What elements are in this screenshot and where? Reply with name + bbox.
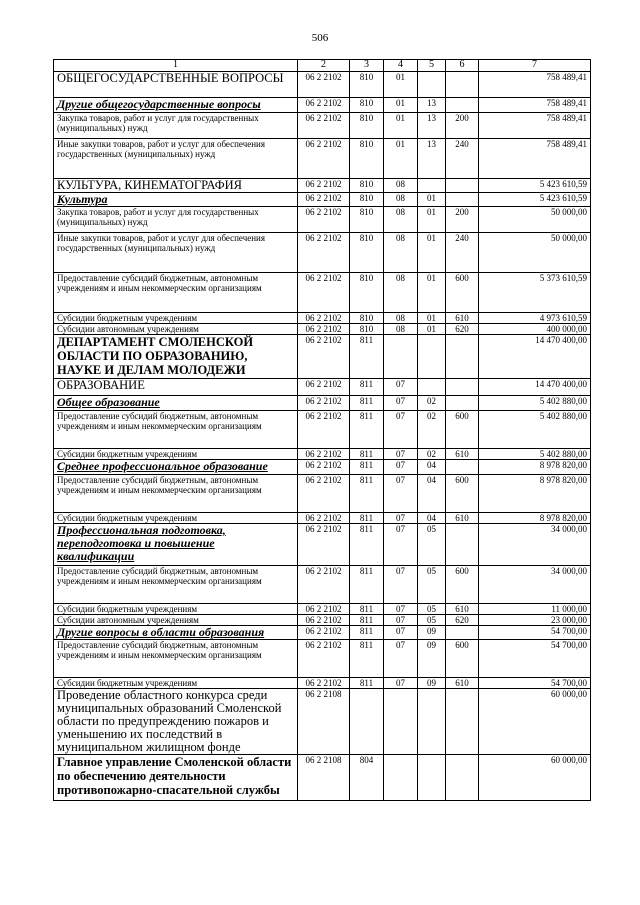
row-subsection-cell: 01 bbox=[418, 313, 446, 324]
row-subsection-cell: 04 bbox=[418, 460, 446, 475]
header-col-2: 2 bbox=[298, 60, 350, 72]
row-subsection-cell: 09 bbox=[418, 640, 446, 678]
row-name-cell: Субсидии бюджетным учреждениям bbox=[54, 604, 298, 615]
row-ministry-cell: 810 bbox=[350, 207, 384, 233]
row-ministry-cell: 811 bbox=[350, 524, 384, 566]
row-amount-cell: 54 700,00 bbox=[479, 626, 591, 640]
row-section-cell bbox=[384, 689, 418, 755]
row-ministry-cell: 810 bbox=[350, 273, 384, 313]
row-code-cell: 06 2 2102 bbox=[298, 604, 350, 615]
row-name-cell: ОБЩЕГОСУДАРСТВЕННЫЕ ВОПРОСЫ bbox=[54, 72, 298, 98]
header-col-4: 4 bbox=[384, 60, 418, 72]
row-amount-cell: 5 402 880,00 bbox=[479, 449, 591, 460]
row-name-cell: Профессиональная подготовка, переподготовка и повышение квалификации bbox=[54, 524, 298, 566]
table-row bbox=[54, 313, 591, 324]
row-section-cell: 08 bbox=[384, 233, 418, 273]
row-ministry-cell: 811 bbox=[350, 678, 384, 689]
row-section-cell: 07 bbox=[384, 396, 418, 411]
row-section-cell: 07 bbox=[384, 460, 418, 475]
row-section-cell bbox=[384, 335, 418, 379]
row-ministry-cell: 811 bbox=[350, 449, 384, 460]
row-code-cell: 06 2 2102 bbox=[298, 626, 350, 640]
row-section-cell: 08 bbox=[384, 273, 418, 313]
row-amount-cell: 5 373 610,59 bbox=[479, 273, 591, 313]
row-name-cell: Общее образование bbox=[54, 396, 298, 411]
row-type-cell: 200 bbox=[446, 207, 479, 233]
row-section-cell: 01 bbox=[384, 72, 418, 98]
row-type-cell bbox=[446, 396, 479, 411]
row-name-cell: Закупка товаров, работ и услуг для государственных (муниципальных) нужд bbox=[54, 207, 298, 233]
row-name-cell: Иные закупки товаров, работ и услуг для обеспечения государственных (муниципальных) нужд bbox=[54, 233, 298, 273]
row-name-cell: Закупка товаров, работ и услуг для государственных (муниципальных) нужд bbox=[54, 113, 298, 139]
row-amount-cell: 11 000,00 bbox=[479, 604, 591, 615]
row-name-cell: Субсидии бюджетным учреждениям bbox=[54, 449, 298, 460]
row-section-cell: 01 bbox=[384, 139, 418, 179]
header-col-3: 3 bbox=[350, 60, 384, 72]
row-type-cell bbox=[446, 72, 479, 98]
row-ministry-cell: 811 bbox=[350, 475, 384, 513]
row-ministry-cell: 811 bbox=[350, 566, 384, 604]
row-name-cell: Субсидии бюджетным учреждениям bbox=[54, 678, 298, 689]
row-section-cell: 07 bbox=[384, 475, 418, 513]
header-col-7: 7 bbox=[479, 60, 591, 72]
row-name-cell: Главное управление Смоленской области по обеспечению деятельности противопожарно-спасательной службы bbox=[54, 755, 298, 801]
row-name-cell: КУЛЬТУРА, КИНЕМАТОГРАФИЯ bbox=[54, 179, 298, 193]
row-section-cell: 01 bbox=[384, 113, 418, 139]
table-row bbox=[54, 324, 591, 335]
row-section-cell: 07 bbox=[384, 615, 418, 626]
row-code-cell: 06 2 2102 bbox=[298, 335, 350, 379]
table-row bbox=[54, 524, 591, 566]
row-code-cell: 06 2 2102 bbox=[298, 207, 350, 233]
table-row bbox=[54, 139, 591, 179]
row-section-cell: 07 bbox=[384, 411, 418, 449]
row-name-cell: Субсидии бюджетным учреждениям bbox=[54, 513, 298, 524]
row-amount-cell: 54 700,00 bbox=[479, 640, 591, 678]
header-col-6: 6 bbox=[446, 60, 479, 72]
row-code-cell: 06 2 2102 bbox=[298, 411, 350, 449]
row-amount-cell: 758 489,41 bbox=[479, 139, 591, 179]
table-row bbox=[54, 113, 591, 139]
row-code-cell: 06 2 2102 bbox=[298, 475, 350, 513]
row-amount-cell: 8 978 820,00 bbox=[479, 475, 591, 513]
table-row bbox=[54, 449, 591, 460]
table-row bbox=[54, 273, 591, 313]
row-ministry-cell: 810 bbox=[350, 324, 384, 335]
row-section-cell: 08 bbox=[384, 193, 418, 207]
row-subsection-cell bbox=[418, 179, 446, 193]
row-subsection-cell: 05 bbox=[418, 604, 446, 615]
row-subsection-cell: 13 bbox=[418, 98, 446, 113]
row-type-cell: 610 bbox=[446, 449, 479, 460]
row-type-cell: 200 bbox=[446, 113, 479, 139]
header-col-5: 5 bbox=[418, 60, 446, 72]
row-subsection-cell: 04 bbox=[418, 513, 446, 524]
row-ministry-cell: 810 bbox=[350, 233, 384, 273]
row-name-cell: ДЕПАРТАМЕНТ СМОЛЕНСКОЙ ОБЛАСТИ ПО ОБРАЗОВАНИЮ, НАУКЕ И ДЕЛАМ МОЛОДЕЖИ bbox=[54, 335, 298, 379]
row-section-cell: 07 bbox=[384, 379, 418, 396]
row-section-cell: 07 bbox=[384, 604, 418, 615]
table-row bbox=[54, 72, 591, 98]
row-ministry-cell: 811 bbox=[350, 411, 384, 449]
row-type-cell: 600 bbox=[446, 640, 479, 678]
row-name-cell: ОБРАЗОВАНИЕ bbox=[54, 379, 298, 396]
row-code-cell: 06 2 2102 bbox=[298, 615, 350, 626]
row-type-cell bbox=[446, 98, 479, 113]
row-type-cell: 610 bbox=[446, 513, 479, 524]
row-ministry-cell: 810 bbox=[350, 313, 384, 324]
row-amount-cell: 5 402 880,00 bbox=[479, 396, 591, 411]
row-code-cell: 06 2 2102 bbox=[298, 179, 350, 193]
row-name-cell: Другие общегосударственные вопросы bbox=[54, 98, 298, 113]
row-section-cell: 01 bbox=[384, 98, 418, 113]
table-row bbox=[54, 678, 591, 689]
table-row bbox=[54, 379, 591, 396]
row-section-cell: 08 bbox=[384, 324, 418, 335]
row-type-cell bbox=[446, 379, 479, 396]
row-type-cell: 600 bbox=[446, 566, 479, 604]
row-subsection-cell bbox=[418, 755, 446, 801]
row-section-cell: 08 bbox=[384, 207, 418, 233]
row-amount-cell: 758 489,41 bbox=[479, 98, 591, 113]
row-code-cell: 06 2 2102 bbox=[298, 678, 350, 689]
row-section-cell bbox=[384, 755, 418, 801]
row-type-cell bbox=[446, 626, 479, 640]
row-subsection-cell: 02 bbox=[418, 411, 446, 449]
row-subsection-cell: 04 bbox=[418, 475, 446, 513]
row-section-cell: 07 bbox=[384, 449, 418, 460]
row-ministry-cell: 811 bbox=[350, 335, 384, 379]
row-section-cell: 07 bbox=[384, 626, 418, 640]
table-row bbox=[54, 640, 591, 678]
row-name-cell: Проведение областного конкурса среди муниципальных образований Смоленской области по предупреждению пожаров и уменьшению их последствий в муниципальном жилищном фонде bbox=[54, 689, 298, 755]
table-row bbox=[54, 755, 591, 801]
row-code-cell: 06 2 2102 bbox=[298, 449, 350, 460]
row-ministry-cell: 810 bbox=[350, 113, 384, 139]
row-name-cell: Предоставление субсидий бюджетным, автономным учреждениям и иным некоммерческим организациям bbox=[54, 640, 298, 678]
row-amount-cell: 758 489,41 bbox=[479, 72, 591, 98]
row-type-cell: 620 bbox=[446, 324, 479, 335]
row-amount-cell: 60 000,00 bbox=[479, 755, 591, 801]
table-row bbox=[54, 513, 591, 524]
table-row bbox=[54, 566, 591, 604]
table-row bbox=[54, 193, 591, 207]
table-row bbox=[54, 335, 591, 379]
row-code-cell: 06 2 2102 bbox=[298, 566, 350, 604]
row-amount-cell: 23 000,00 bbox=[479, 615, 591, 626]
row-type-cell bbox=[446, 179, 479, 193]
table-row bbox=[54, 98, 591, 113]
row-subsection-cell: 02 bbox=[418, 449, 446, 460]
row-subsection-cell: 01 bbox=[418, 233, 446, 273]
row-ministry-cell: 810 bbox=[350, 98, 384, 113]
row-subsection-cell: 05 bbox=[418, 615, 446, 626]
row-code-cell: 06 2 2102 bbox=[298, 98, 350, 113]
row-subsection-cell: 09 bbox=[418, 678, 446, 689]
row-subsection-cell: 13 bbox=[418, 113, 446, 139]
row-code-cell: 06 2 2102 bbox=[298, 513, 350, 524]
row-ministry-cell: 811 bbox=[350, 604, 384, 615]
row-name-cell: Предоставление субсидий бюджетным, автономным учреждениям и иным некоммерческим организациям bbox=[54, 411, 298, 449]
table-row bbox=[54, 626, 591, 640]
table-row bbox=[54, 396, 591, 411]
row-ministry-cell: 811 bbox=[350, 626, 384, 640]
row-section-cell: 07 bbox=[384, 640, 418, 678]
row-type-cell bbox=[446, 524, 479, 566]
row-section-cell: 07 bbox=[384, 678, 418, 689]
row-ministry-cell: 811 bbox=[350, 640, 384, 678]
row-amount-cell: 8 978 820,00 bbox=[479, 513, 591, 524]
row-ministry-cell: 811 bbox=[350, 460, 384, 475]
header-col-1: 1 bbox=[54, 60, 298, 72]
row-code-cell: 06 2 2102 bbox=[298, 113, 350, 139]
row-ministry-cell: 804 bbox=[350, 755, 384, 801]
row-ministry-cell: 811 bbox=[350, 379, 384, 396]
row-type-cell: 610 bbox=[446, 678, 479, 689]
row-subsection-cell: 01 bbox=[418, 193, 446, 207]
row-subsection-cell: 01 bbox=[418, 207, 446, 233]
page-number: 506 bbox=[311, 32, 329, 44]
table-row bbox=[54, 179, 591, 193]
row-name-cell: Культура bbox=[54, 193, 298, 207]
row-subsection-cell: 01 bbox=[418, 324, 446, 335]
row-ministry-cell: 811 bbox=[350, 513, 384, 524]
row-code-cell: 06 2 2102 bbox=[298, 313, 350, 324]
row-subsection-cell: 09 bbox=[418, 626, 446, 640]
row-code-cell: 06 2 2108 bbox=[298, 689, 350, 755]
row-name-cell: Субсидии автономным учреждениям bbox=[54, 324, 298, 335]
row-ministry-cell: 811 bbox=[350, 615, 384, 626]
row-code-cell: 06 2 2102 bbox=[298, 379, 350, 396]
row-amount-cell: 5 402 880,00 bbox=[479, 411, 591, 449]
row-code-cell: 06 2 2108 bbox=[298, 755, 350, 801]
row-subsection-cell: 05 bbox=[418, 566, 446, 604]
row-ministry-cell: 810 bbox=[350, 179, 384, 193]
table-header-row bbox=[54, 60, 591, 72]
row-code-cell: 06 2 2102 bbox=[298, 72, 350, 98]
row-type-cell bbox=[446, 460, 479, 475]
table-row bbox=[54, 207, 591, 233]
budget-table bbox=[53, 59, 591, 801]
row-amount-cell: 60 000,00 bbox=[479, 689, 591, 755]
row-amount-cell: 14 470 400,00 bbox=[479, 379, 591, 396]
row-section-cell: 07 bbox=[384, 524, 418, 566]
table-row bbox=[54, 689, 591, 755]
table-row bbox=[54, 604, 591, 615]
row-subsection-cell bbox=[418, 335, 446, 379]
row-ministry-cell: 810 bbox=[350, 139, 384, 179]
table-row bbox=[54, 460, 591, 475]
table-row bbox=[54, 475, 591, 513]
row-type-cell bbox=[446, 689, 479, 755]
row-name-cell: Предоставление субсидий бюджетным, автономным учреждениям и иным некоммерческим организациям bbox=[54, 475, 298, 513]
row-subsection-cell bbox=[418, 379, 446, 396]
table-row bbox=[54, 411, 591, 449]
row-code-cell: 06 2 2102 bbox=[298, 233, 350, 273]
row-name-cell: Субсидии автономным учреждениям bbox=[54, 615, 298, 626]
row-name-cell: Предоставление субсидий бюджетным, автономным учреждениям и иным некоммерческим организациям bbox=[54, 566, 298, 604]
row-type-cell bbox=[446, 193, 479, 207]
row-code-cell: 06 2 2102 bbox=[298, 524, 350, 566]
row-amount-cell: 50 000,00 bbox=[479, 207, 591, 233]
row-type-cell: 240 bbox=[446, 139, 479, 179]
row-code-cell: 06 2 2102 bbox=[298, 460, 350, 475]
row-ministry-cell: 810 bbox=[350, 72, 384, 98]
row-amount-cell: 14 470 400,00 bbox=[479, 335, 591, 379]
row-type-cell: 610 bbox=[446, 604, 479, 615]
row-amount-cell: 400 000,00 bbox=[479, 324, 591, 335]
row-type-cell: 600 bbox=[446, 475, 479, 513]
row-code-cell: 06 2 2102 bbox=[298, 640, 350, 678]
row-subsection-cell bbox=[418, 689, 446, 755]
row-name-cell: Среднее профессиональное образование bbox=[54, 460, 298, 475]
row-name-cell: Другие вопросы в области образования bbox=[54, 626, 298, 640]
row-type-cell bbox=[446, 335, 479, 379]
row-amount-cell: 34 000,00 bbox=[479, 566, 591, 604]
row-amount-cell: 4 973 610,59 bbox=[479, 313, 591, 324]
row-section-cell: 08 bbox=[384, 313, 418, 324]
row-name-cell: Иные закупки товаров, работ и услуг для обеспечения государственных (муниципальных) нужд bbox=[54, 139, 298, 179]
row-subsection-cell: 05 bbox=[418, 524, 446, 566]
row-ministry-cell bbox=[350, 689, 384, 755]
row-ministry-cell: 810 bbox=[350, 193, 384, 207]
row-code-cell: 06 2 2102 bbox=[298, 324, 350, 335]
row-type-cell: 600 bbox=[446, 411, 479, 449]
table-row bbox=[54, 233, 591, 273]
row-type-cell: 240 bbox=[446, 233, 479, 273]
row-type-cell bbox=[446, 755, 479, 801]
row-subsection-cell: 01 bbox=[418, 273, 446, 313]
row-amount-cell: 758 489,41 bbox=[479, 113, 591, 139]
row-subsection-cell: 02 bbox=[418, 396, 446, 411]
row-amount-cell: 34 000,00 bbox=[479, 524, 591, 566]
row-subsection-cell bbox=[418, 72, 446, 98]
row-type-cell: 610 bbox=[446, 313, 479, 324]
row-name-cell: Предоставление субсидий бюджетным, автономным учреждениям и иным некоммерческим организациям bbox=[54, 273, 298, 313]
row-code-cell: 06 2 2102 bbox=[298, 193, 350, 207]
row-subsection-cell: 13 bbox=[418, 139, 446, 179]
row-amount-cell: 5 423 610,59 bbox=[479, 179, 591, 193]
row-name-cell: Субсидии бюджетным учреждениям bbox=[54, 313, 298, 324]
row-code-cell: 06 2 2102 bbox=[298, 396, 350, 411]
row-section-cell: 07 bbox=[384, 566, 418, 604]
row-amount-cell: 50 000,00 bbox=[479, 233, 591, 273]
row-amount-cell: 54 700,00 bbox=[479, 678, 591, 689]
row-ministry-cell: 811 bbox=[350, 396, 384, 411]
row-code-cell: 06 2 2102 bbox=[298, 139, 350, 179]
row-amount-cell: 5 423 610,59 bbox=[479, 193, 591, 207]
row-section-cell: 07 bbox=[384, 513, 418, 524]
row-type-cell: 600 bbox=[446, 273, 479, 313]
row-type-cell: 620 bbox=[446, 615, 479, 626]
row-section-cell: 08 bbox=[384, 179, 418, 193]
row-amount-cell: 8 978 820,00 bbox=[479, 460, 591, 475]
table-row bbox=[54, 615, 591, 626]
row-code-cell: 06 2 2102 bbox=[298, 273, 350, 313]
